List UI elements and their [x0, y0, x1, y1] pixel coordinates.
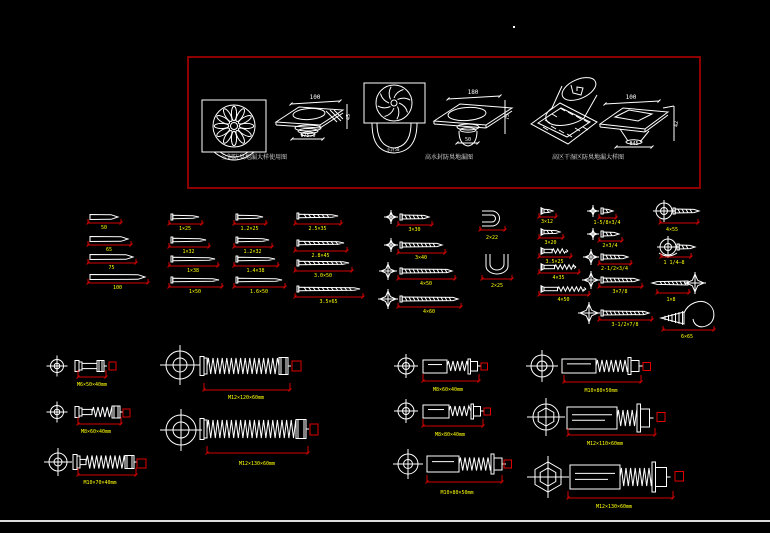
- threaded-nail-item: [294, 213, 343, 232]
- spec-label: 3×30: [408, 227, 421, 233]
- flat-nail-item: [87, 215, 123, 232]
- wood-screw-item: [538, 248, 573, 265]
- threaded-nail-item: [294, 286, 365, 305]
- screw-with-washer-item: [653, 200, 700, 233]
- spec-label: 4×55: [665, 227, 679, 233]
- wire-nail-item: [168, 214, 204, 232]
- wire-nail-item: [233, 277, 287, 295]
- tapping-screw-item: [587, 205, 621, 226]
- wood-screw-item: [538, 208, 558, 225]
- spec-label: 1×8: [666, 297, 676, 303]
- hex-bolt-item: [47, 402, 131, 436]
- expansion-anchor-item: [527, 398, 665, 447]
- spec-label: 1×38: [186, 268, 200, 274]
- threaded-nail-item: [294, 240, 349, 259]
- spec-label: 1 1/4—8: [663, 260, 685, 266]
- expansion-anchor-item: [394, 354, 488, 393]
- expansion-anchor-item: [526, 350, 651, 394]
- spec-label: 2×25: [490, 283, 504, 289]
- dimension-text: 180: [467, 89, 479, 96]
- tapping-screw-item: [583, 249, 633, 272]
- dimension-text: 42: [674, 120, 680, 128]
- spec-label: 2-1/2×3/4: [600, 266, 629, 272]
- phillips-screw-item: [378, 289, 463, 315]
- spec-label: 1×50: [188, 289, 202, 295]
- threaded-nail-item: [294, 260, 354, 279]
- spec-label: 4×50: [419, 281, 433, 287]
- spec-label: 6×65: [680, 334, 694, 340]
- spec-label: 1.2×25: [240, 226, 259, 232]
- spec-label: 65: [105, 247, 113, 253]
- staple-item: [479, 211, 507, 241]
- spec-label: M8×60×40mm: [80, 429, 112, 435]
- flat-nail-item: [87, 255, 138, 272]
- spec-label: 3.5×25: [545, 259, 564, 265]
- dimension-text: Φ45: [629, 141, 639, 147]
- expansion-anchor-item: [393, 449, 512, 496]
- water-seal-note: 水封50: [386, 147, 400, 152]
- spec-label: 1.4×38: [246, 268, 265, 274]
- spec-label: 1×25: [178, 226, 192, 232]
- dimension-text: 100: [625, 94, 637, 101]
- spec-label: 4×60: [422, 309, 436, 315]
- expansion-anchor-item: [394, 399, 491, 438]
- drain-caption: 高区干湿区防臭地漏大样图: [551, 154, 625, 161]
- dimension-text: Φ75.5: [300, 133, 316, 139]
- spec-label: 2.5×35: [308, 226, 327, 232]
- drain-caption: 高水封防臭地漏图: [424, 154, 474, 161]
- wire-nail-item: [233, 237, 274, 255]
- flat-nail-item: [87, 275, 150, 292]
- hex-bolt-item: [160, 345, 301, 401]
- top-panel: [188, 57, 700, 188]
- spec-label: 3.5×65: [319, 299, 338, 305]
- spec-label: 1.2×32: [243, 249, 262, 255]
- wood-screw-item: [538, 229, 565, 246]
- tapping-screw-item: [578, 302, 654, 328]
- hex-bolt-item: [44, 448, 146, 486]
- hook-screw-item: [661, 301, 716, 340]
- wire-nail-item: [168, 237, 211, 255]
- wire-nail-item: [233, 256, 280, 274]
- spec-label: 100: [112, 285, 123, 291]
- floor-drain-2-iso: [434, 89, 512, 146]
- spec-label: 3.0×50: [313, 273, 333, 279]
- spec-label: 4×50: [557, 297, 570, 303]
- spec-label: M10×70×40mm: [83, 480, 117, 486]
- floor-drain-1-iso: [276, 94, 352, 141]
- spec-label: 3×20: [544, 240, 557, 246]
- spec-label: M12×130×60mm: [595, 504, 633, 510]
- drain-caption: [552, 153, 624, 161]
- spec-label: 2×22: [485, 235, 499, 241]
- tapping-screw-item: [587, 228, 624, 249]
- screw-with-flange-item: [657, 236, 695, 266]
- phillips-screw-item: [384, 210, 434, 233]
- wood-screw-item: [538, 286, 591, 303]
- spec-label: 3×7/8: [612, 289, 628, 295]
- phillips-screw-item: [384, 238, 447, 261]
- spec-label: M12×120×60mm: [227, 395, 265, 401]
- staple-item: [481, 254, 514, 289]
- spec-label: 2.8×45: [311, 253, 330, 259]
- tapping-screw-item: [582, 271, 644, 295]
- spec-label: 75: [108, 265, 115, 271]
- hex-bolt-item: [47, 356, 117, 389]
- expansion-anchor-item: [527, 456, 684, 510]
- spec-label: M12×130×60mm: [238, 461, 276, 467]
- spec-label: 3×40: [414, 255, 428, 261]
- spec-label: M6×50×40mm: [76, 382, 108, 388]
- drain-caption: [425, 153, 473, 161]
- wood-screw-item: [538, 264, 581, 281]
- spec-label: M8×80×40mm: [434, 432, 466, 438]
- flat-nail-item: [87, 237, 133, 254]
- spec-label: 1.6×50: [249, 289, 269, 295]
- floor-drain-2-plan: [364, 83, 425, 153]
- reference-dot: [513, 26, 515, 28]
- spec-label: 1×32: [182, 249, 195, 255]
- spec-label: 50: [100, 225, 108, 231]
- spec-label: M10×80×50mm: [440, 490, 474, 496]
- dimension-text: 75: [505, 113, 511, 121]
- floor-drain-3-plan: [531, 73, 599, 144]
- hex-bolt-item: [160, 409, 318, 467]
- left-point-screw-item: [652, 272, 706, 303]
- spec-label: M12×110×60mm: [586, 441, 624, 447]
- spec-label: 1-5/8×3/4: [593, 220, 621, 226]
- spec-label: 4×35: [552, 275, 565, 281]
- wire-nail-item: [168, 277, 224, 295]
- dimension-text: 45: [346, 113, 352, 121]
- wire-nail-item: [233, 214, 268, 232]
- dimension-text: 50: [464, 137, 472, 143]
- phillips-screw-item: [379, 262, 457, 287]
- spec-label: 2×3/4: [602, 243, 618, 249]
- spec-label: M8×60×40mm: [432, 387, 464, 393]
- spec-label: 3-1/2×7/8: [611, 322, 639, 328]
- dimension-text: 100: [309, 94, 321, 101]
- drain-caption: [221, 153, 287, 161]
- drain-caption: 全铜防臭地漏大样使用图: [220, 154, 288, 161]
- floor-drain-3-iso: [600, 94, 680, 149]
- spec-label: M10×80×50mm: [584, 388, 618, 394]
- spec-label: 3×12: [540, 219, 554, 225]
- floor-drain-1-plan: [202, 100, 266, 160]
- wire-nail-item: [168, 256, 220, 274]
